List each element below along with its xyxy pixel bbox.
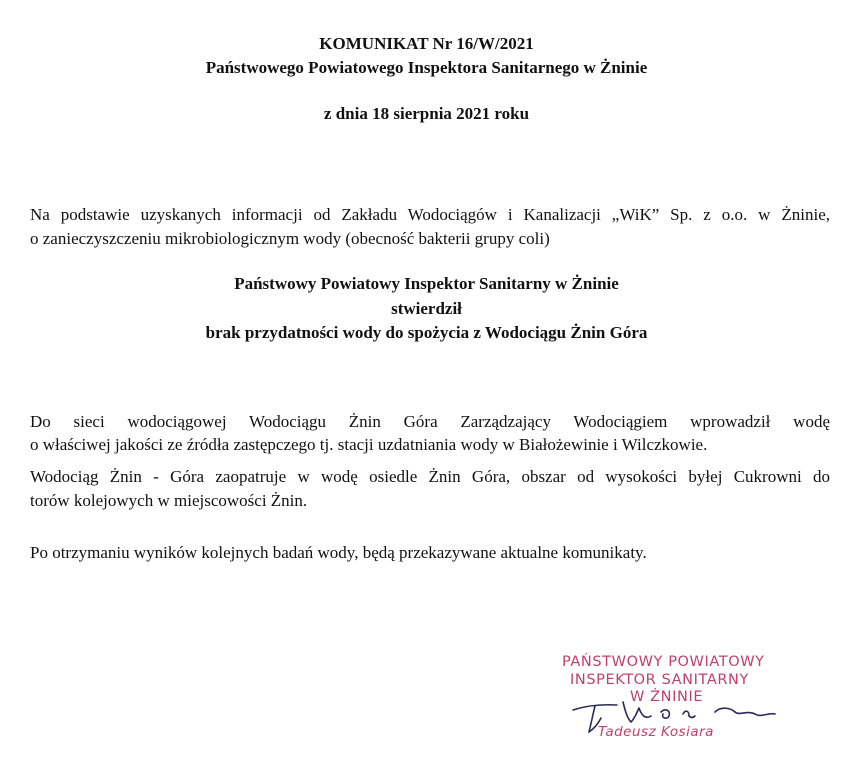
intro-line-1: Na podstawie uzyskanych informacji od Zakładu Wodociągów i Kanalizacji „WiK” Sp. z o.o. w Żninie, bbox=[30, 205, 830, 224]
stamp-signatory-name: Tadeusz Kosiara bbox=[598, 724, 714, 740]
decision-verb: stwierdził bbox=[391, 299, 462, 318]
stamp-line-3: W ŻNINIE bbox=[630, 689, 704, 705]
document-subtitle: Państwowego Powiatowego Inspektora Sanitarnego w Żninie bbox=[205, 58, 648, 77]
stamp-line-2: INSPEKTOR SANITARNY bbox=[570, 672, 749, 688]
intro-line-2: o zanieczyszczeniu mikrobiologicznym wody (obecność bakterii grupy coli) bbox=[30, 229, 550, 248]
decision-authority: Państwowy Powiatowy Inspektor Sanitarny w Żninie bbox=[234, 274, 619, 293]
paragraph-1-line-2: o właściwej jakości ze źródła zastępczego tj. stacji uzdatniania wody w Białożewinie i Wilczkowie. bbox=[30, 435, 708, 454]
paragraph-2-line-2: torów kolejowych w miejscowości Żnin. bbox=[30, 491, 308, 510]
handwritten-signature bbox=[565, 688, 795, 738]
paragraph-1-line-1: Do sieci wodociągowej Wodociągu Żnin Góra Zarządzający Wodociągiem wprowadził wodę bbox=[30, 412, 830, 431]
stamp-line-1: PAŃSTWOWY POWIATOWY bbox=[562, 654, 765, 670]
decision-statement: brak przydatności wody do spożycia z Wodociągu Żnin Góra bbox=[205, 323, 648, 342]
paragraph-2-line-1: Wodociąg Żnin - Góra zaopatruje w wodę osiedle Żnin Góra, obszar od wysokości byłej Cukrowni do bbox=[30, 467, 830, 486]
document-title: KOMUNIKAT Nr 16/W/2021 bbox=[319, 34, 534, 53]
document-date: z dnia 18 sierpnia 2021 roku bbox=[323, 104, 530, 123]
paragraph-3-line-1: Po otrzymaniu wyników kolejnych badań wody, będą przekazywane aktualne komunikaty. bbox=[30, 543, 647, 562]
